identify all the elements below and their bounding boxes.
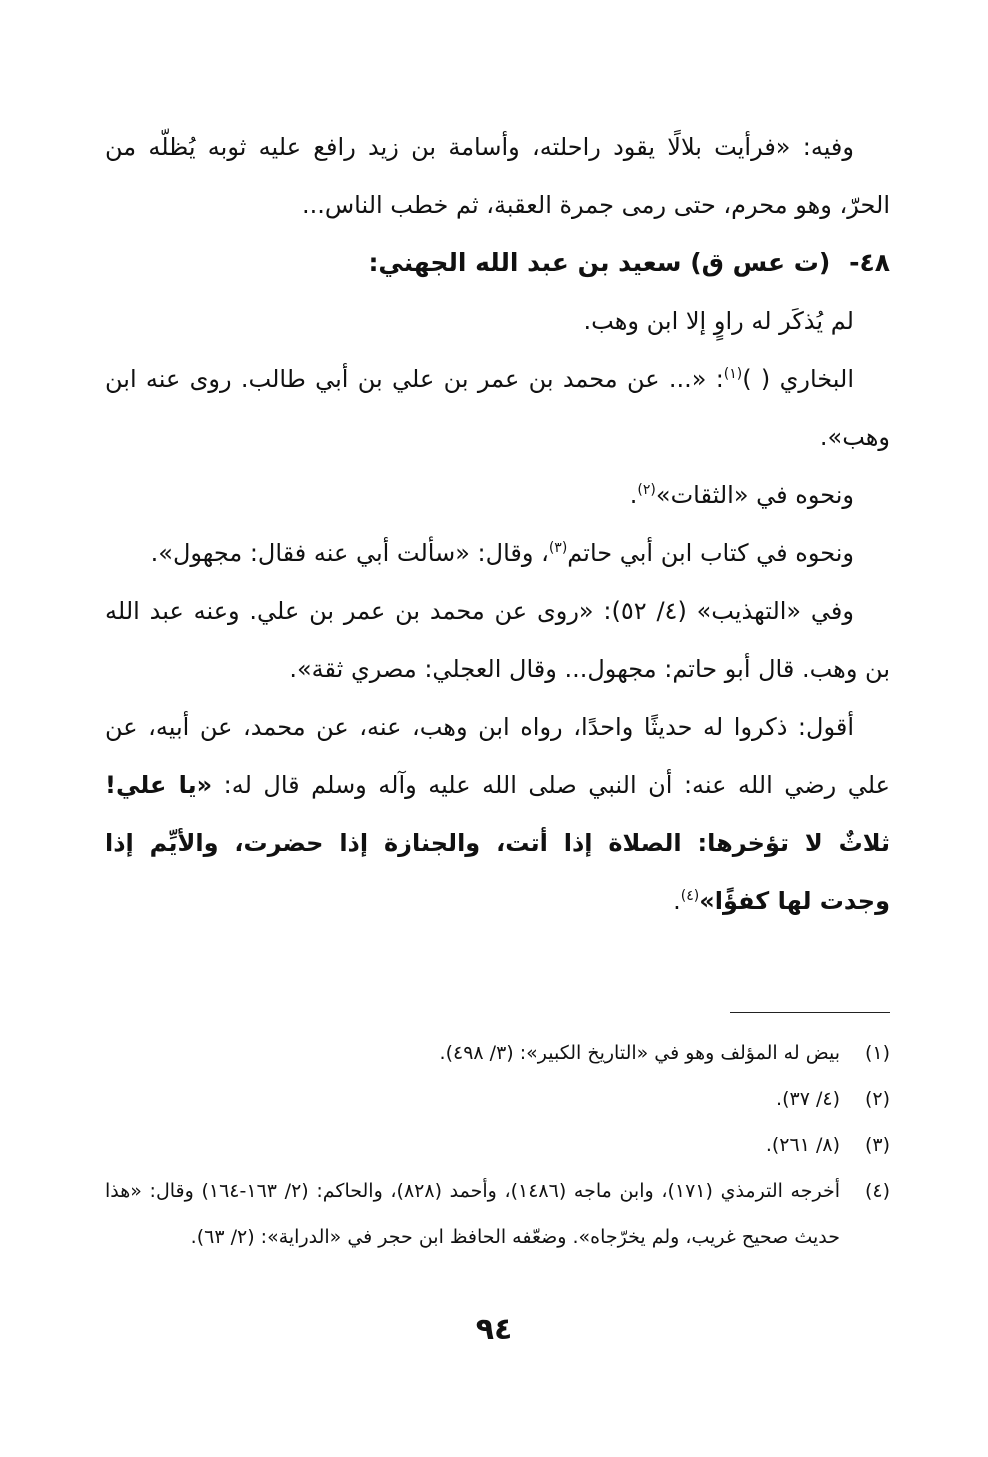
- footnotes: [105, 1030, 890, 1260]
- paragraph-3: [105, 350, 890, 466]
- footnote-text: أخرجه الترمذي (١٧١)، وابن ماجه (١٤٨٦)، وأحمد (٨٢٨)، والحاكم: (٢/ ١٦٣-١٦٤) وقال: «هذا حديث صحيح غريب، ولم يخرّجاه». وضعّفه الحافظ ابن حجر في «الدراية»: (٢/ ٦٣).: [105, 1180, 840, 1248]
- footnote-1: [105, 1030, 890, 1076]
- hadith-quote: «يا علي! ثلاثٌ لا تؤخرها: الصلاة إذا أتت، والجنازة إذا حضرت، والأيِّم إذا وجدت لها كفؤًا»: [105, 771, 890, 915]
- paragraph-4-text-b: .: [629, 481, 638, 509]
- footnote-mark: (١): [864, 1042, 890, 1064]
- paragraph-5-text-a: ونحوه في كتاب ابن أبي حاتم: [567, 539, 854, 567]
- footnote-ref-2[interactable]: (٢): [637, 482, 656, 498]
- paragraph-4: [105, 466, 890, 524]
- entry-title: (ت عس ق) سعيد بن عبد الله الجهني:: [368, 248, 831, 277]
- footnote-mark: (٢): [864, 1088, 890, 1110]
- paragraph-1-text: وفيه: «فرأيت بلالًا يقود راحلته، وأسامة بن زيد رافع عليه ثوبه يُظلّه من الحرّ، وهو محرم، حتى رمى جمرة العقبة، ثم خطب الناس...: [105, 133, 890, 219]
- footnote-text: (٤/ ٣٧).: [776, 1088, 840, 1110]
- footnote-text: بيض له المؤلف وهو في «التاريخ الكبير»: (٣/ ٤٩٨).: [439, 1042, 840, 1064]
- entry-heading: [105, 234, 890, 292]
- paragraph-2-text: لم يُذكَر له راوٍ إلا ابن وهب.: [583, 307, 854, 335]
- footnote-ref-3[interactable]: (٣): [548, 540, 568, 556]
- paragraph-2: [105, 292, 890, 350]
- footnote-4: [105, 1168, 890, 1260]
- footnote-ref-4[interactable]: (٤): [680, 888, 700, 904]
- paragraph-4-text-a: ونحوه في «الثقات»: [655, 481, 854, 509]
- paragraph-5: [105, 524, 890, 582]
- footnote-ref-1[interactable]: (١): [723, 366, 743, 382]
- paragraph-6-text: وفي «التهذيب» (٤/ ٥٢): «روى عن محمد بن عمر بن علي. وعنه عبد الله بن وهب. قال أبو حاتم: مجهول... وقال العجلي: مصري ثقة».: [105, 597, 890, 683]
- footnote-2: [105, 1076, 890, 1122]
- paragraph-3-text-a: البخاري ( ): [742, 365, 854, 393]
- footnote-3: [105, 1122, 890, 1168]
- paragraph-3-text-b: : «... عن محمد بن عمر بن علي بن أبي طالب. روى عنه ابن وهب».: [105, 365, 890, 451]
- entry-number: ٤٨-: [849, 248, 890, 277]
- paragraph-6: [105, 582, 890, 698]
- footnote-divider: [730, 1012, 890, 1013]
- main-text: [105, 118, 890, 930]
- footnote-mark: (٣): [864, 1134, 890, 1156]
- paragraph-1: [105, 118, 890, 234]
- paragraph-5-text-b: ، وقال: «سألت أبي عنه فقال: مجهول».: [150, 539, 549, 567]
- paragraph-7: [105, 698, 890, 930]
- page-number: ٩٤: [475, 1312, 513, 1347]
- footnote-mark: (٤): [864, 1180, 890, 1202]
- paragraph-7-text-c: .: [673, 887, 681, 915]
- footnote-text: (٨/ ٢٦١).: [765, 1134, 840, 1156]
- paragraph-7-text-a: أقول: ذكروا له حديثًا واحدًا، رواه ابن وهب، عنه، عن محمد، عن أبيه، عن علي رضي الله عنه: أن النبي صلى الله عليه وآله وسلم قال له:: [105, 713, 890, 799]
